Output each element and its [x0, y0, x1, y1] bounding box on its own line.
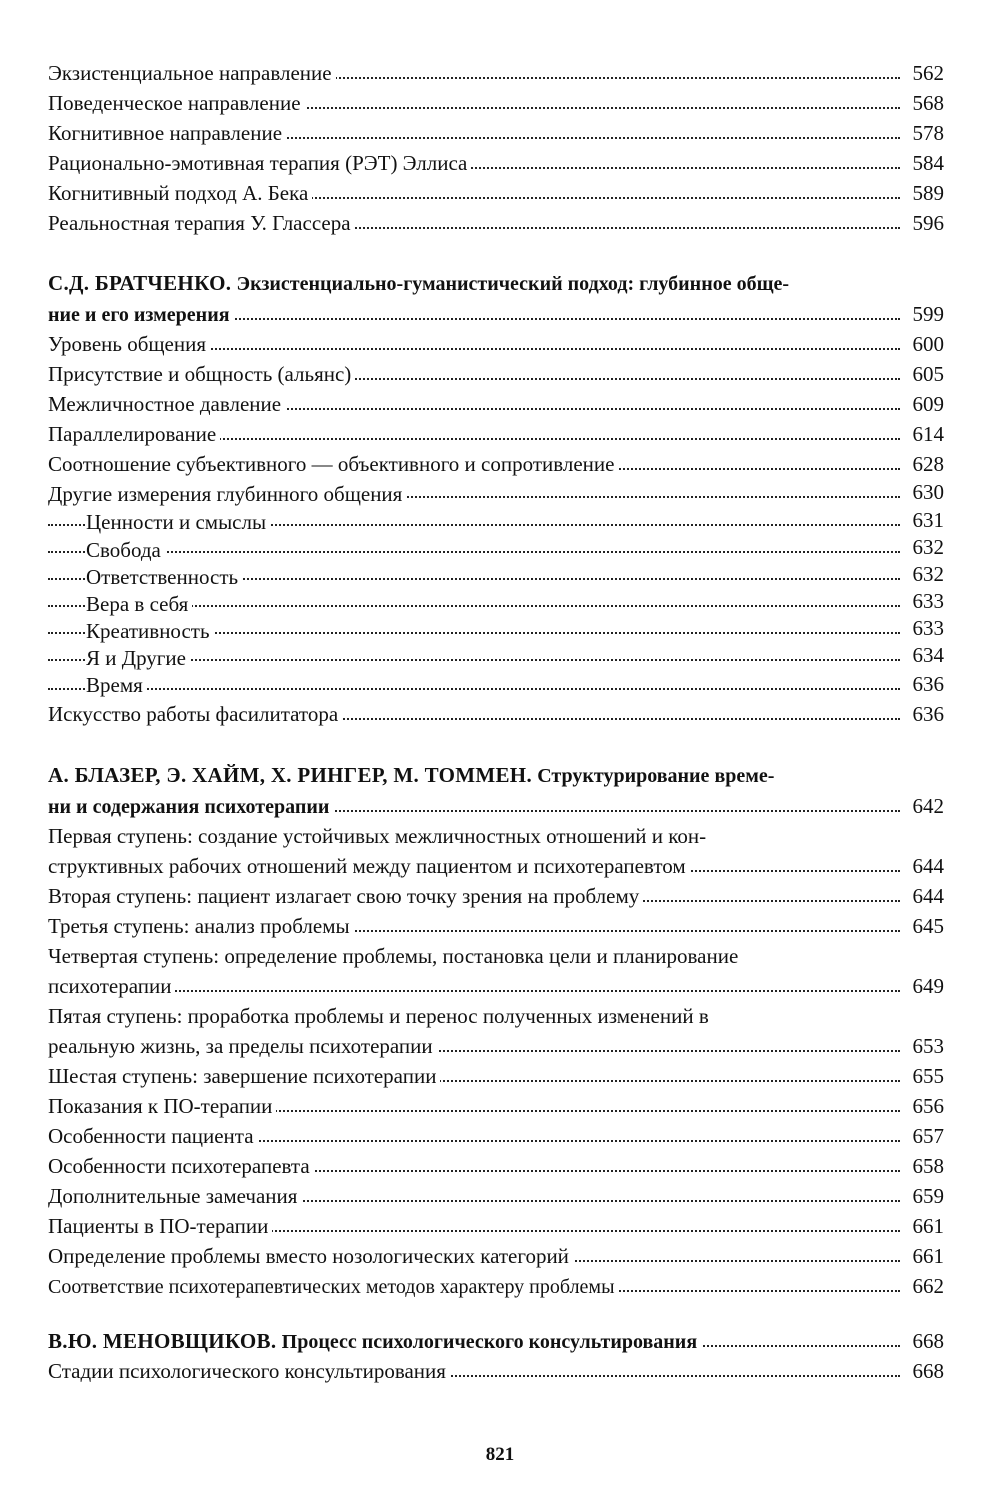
toc-entry-title-line2: структивных рабочих отношений между пациентом и психотерапевтом [48, 854, 690, 878]
chapter-author: А. БЛАЗЕР, Э. ХАЙМ, Х. РИНГЕР, М. ТОММЕН. [48, 763, 532, 787]
chapter-heading [48, 268, 944, 299]
chapter-title-line1: Экзистенциально-гуманистический подход: глубинное обще- [236, 273, 790, 295]
toc-subentry-page: 632 [910, 535, 945, 562]
toc-entry [48, 911, 944, 941]
toc-subentry [48, 589, 944, 616]
toc-entry [48, 88, 944, 118]
toc-entry [48, 58, 944, 88]
toc-subentry-page: 631 [910, 507, 945, 535]
toc-entry-page: 668 [910, 1356, 945, 1386]
toc-entry-page: 589 [910, 178, 945, 208]
toc-subentry [48, 507, 944, 535]
toc-entry-page: 605 [910, 359, 945, 389]
toc-entry [48, 699, 944, 729]
toc-subentry-page: 634 [910, 643, 945, 670]
toc-entry-title: Стадии психологического консультирования [48, 1359, 450, 1383]
toc-entry-title-line1: Первая ступень: создание устойчивых межличностных отношений и кон- [48, 824, 707, 848]
toc-entry-title: Реальностная терапия У. Глассера [48, 211, 355, 235]
toc-entry-page: 628 [910, 449, 945, 479]
toc-entry-page: 644 [910, 881, 945, 911]
toc-entry-page: 596 [910, 208, 945, 238]
toc-entry-title: Присутствие и общность (альянс) [48, 362, 355, 386]
toc-entry-page: 658 [910, 1151, 945, 1181]
toc-entry [48, 449, 944, 479]
toc-subentry [48, 535, 944, 562]
toc-entry-title-line2: реальную жизнь, за пределы психотерапии [48, 1034, 437, 1058]
toc-subentry-title: Ответственность [86, 565, 242, 589]
toc-entry-title: Поведенческое направление [48, 91, 305, 115]
toc-entry-title: Соответствие психотерапевтических методов характеру проблемы [48, 1276, 619, 1298]
toc-chapter-menovshchikov [48, 1326, 944, 1386]
toc-subentry-page: 636 [910, 670, 945, 699]
toc-subentry-page: 633 [910, 616, 945, 643]
toc-entry-title: Другие измерения глубинного общения [48, 482, 406, 506]
toc-subentry-title: Свобода [86, 538, 165, 562]
toc-entry [48, 1001, 944, 1061]
toc-entry-title: Рационально-эмотивная терапия (РЭТ) Эллиса [48, 151, 471, 175]
toc-entry [48, 419, 944, 449]
chapter-heading-line2 [48, 791, 944, 821]
toc-entry [48, 821, 944, 881]
toc-entry-title: Особенности психотерапевта [48, 1154, 314, 1178]
toc-chapter-blazer [48, 760, 944, 1301]
toc-entry [48, 329, 944, 359]
toc-entry-page: 609 [910, 389, 945, 419]
toc-entry-title: Определение проблемы вместо нозологических категорий [48, 1244, 573, 1268]
chapter-page: 599 [910, 299, 945, 329]
toc-entry-title: Когнитивное направление [48, 121, 286, 145]
chapter-title-line1: Структурирование време- [537, 765, 775, 787]
toc-entry-title: Межличностное давление [48, 392, 285, 416]
toc-entry-title: Третья ступень: анализ проблемы [48, 914, 354, 938]
toc-chapter-bratchenko [48, 268, 944, 729]
toc-entry [48, 1271, 944, 1301]
toc-entry-title: Вторая ступень: пациент излагает свою точку зрения на проблему [48, 884, 643, 908]
chapter-page: 668 [910, 1326, 945, 1356]
toc-entry-page: 644 [910, 851, 945, 881]
toc-entry [48, 1356, 944, 1386]
toc-subentry [48, 562, 944, 589]
toc-entry-title: Параллелирование [48, 422, 220, 446]
toc-entry-page: 659 [910, 1181, 945, 1211]
toc-entry-page: 649 [910, 971, 945, 1001]
toc-entry-page: 645 [910, 911, 945, 941]
toc-entry-title: Показания к ПО-терапии [48, 1094, 276, 1118]
toc-entry-title: Соотношение субъективного — объективного и сопротивление [48, 452, 618, 476]
chapter-author: В.Ю. МЕНОВЩИКОВ. [48, 1329, 277, 1353]
toc-subentry-page: 633 [910, 589, 945, 616]
toc-section-continued [48, 58, 944, 238]
chapter-heading-line2 [48, 299, 944, 329]
toc-entry-title: Искусство работы фасилитатора [48, 702, 342, 726]
toc-entry-page: 653 [910, 1031, 945, 1061]
toc-entry [48, 1181, 944, 1211]
toc-entry-page: 568 [910, 88, 945, 118]
chapter-heading [48, 1326, 944, 1356]
toc-entry [48, 118, 944, 148]
toc-entry [48, 1091, 944, 1121]
toc-entry [48, 359, 944, 389]
toc-entry-page: 578 [910, 118, 945, 148]
toc-entry-title: Пациенты в ПО-терапии [48, 1214, 272, 1238]
toc-subentry-title: Время [86, 673, 147, 697]
toc-entry-title: Особенности пациента [48, 1124, 258, 1148]
toc-entry [48, 881, 944, 911]
toc-entry-page: 655 [910, 1061, 945, 1091]
toc-entry-page: 584 [910, 148, 945, 178]
toc-entry-title-line1: Четвертая ступень: определение проблемы, постановка цели и планирование [48, 944, 739, 968]
toc-entry [48, 1061, 944, 1091]
toc-entry-page: 656 [910, 1091, 945, 1121]
toc-entry-title-line2: психотерапии [48, 974, 175, 998]
toc-entry [48, 148, 944, 178]
toc-entry-page: 636 [910, 699, 945, 729]
toc-entry [48, 1121, 944, 1151]
toc-subentry [48, 643, 944, 670]
toc-entry-page: 657 [910, 1121, 945, 1151]
toc-subentry-title: Я и Другие [86, 646, 190, 670]
toc-entry-page: 562 [910, 58, 945, 88]
chapter-title: Процесс психологического консультирования [281, 1331, 698, 1353]
toc-subentry-title: Вера в себя [86, 592, 192, 616]
toc-entry [48, 479, 944, 507]
chapter-heading [48, 760, 944, 791]
toc-entry-title: Дополнительные замечания [48, 1184, 301, 1208]
toc-subentry-page: 632 [910, 562, 945, 589]
chapter-title-line2: ни и содержания психотерапии [48, 796, 333, 818]
chapter-title-line2: ние и его измерения [48, 304, 234, 326]
toc-subentry [48, 670, 944, 699]
toc-entry [48, 941, 944, 1001]
toc-entry-page: 614 [910, 419, 945, 449]
toc-entry-title: Уровень общения [48, 332, 210, 356]
toc-entry-title: Экзистенциальное направление [48, 61, 336, 85]
toc-entry [48, 178, 944, 208]
toc-subentry-title: Креативность [86, 619, 214, 643]
toc-entry-page: 661 [910, 1241, 945, 1271]
toc-entry-title: Шестая ступень: завершение психотерапии [48, 1064, 440, 1088]
toc-entry [48, 389, 944, 419]
toc-entry [48, 1211, 944, 1241]
toc-entry [48, 1151, 944, 1181]
toc-subentry [48, 616, 944, 643]
toc-entry-page: 600 [910, 329, 945, 359]
toc-subentry-title: Ценности и смыслы [86, 510, 270, 534]
page-number: 821 [485, 1444, 515, 1465]
toc-entry-page: 661 [910, 1211, 945, 1241]
toc-entry-title-line1: Пятая ступень: проработка проблемы и перенос полученных изменений в [48, 1004, 709, 1028]
toc-entry [48, 208, 944, 238]
toc-entry-page: 630 [910, 479, 945, 507]
toc-entry [48, 1241, 944, 1271]
toc-entry-page: 662 [910, 1271, 945, 1301]
toc-entry-title: Когнитивный подход А. Бека [48, 181, 312, 205]
chapter-author: С.Д. БРАТЧЕНКО. [48, 271, 232, 295]
chapter-page: 642 [910, 791, 945, 821]
